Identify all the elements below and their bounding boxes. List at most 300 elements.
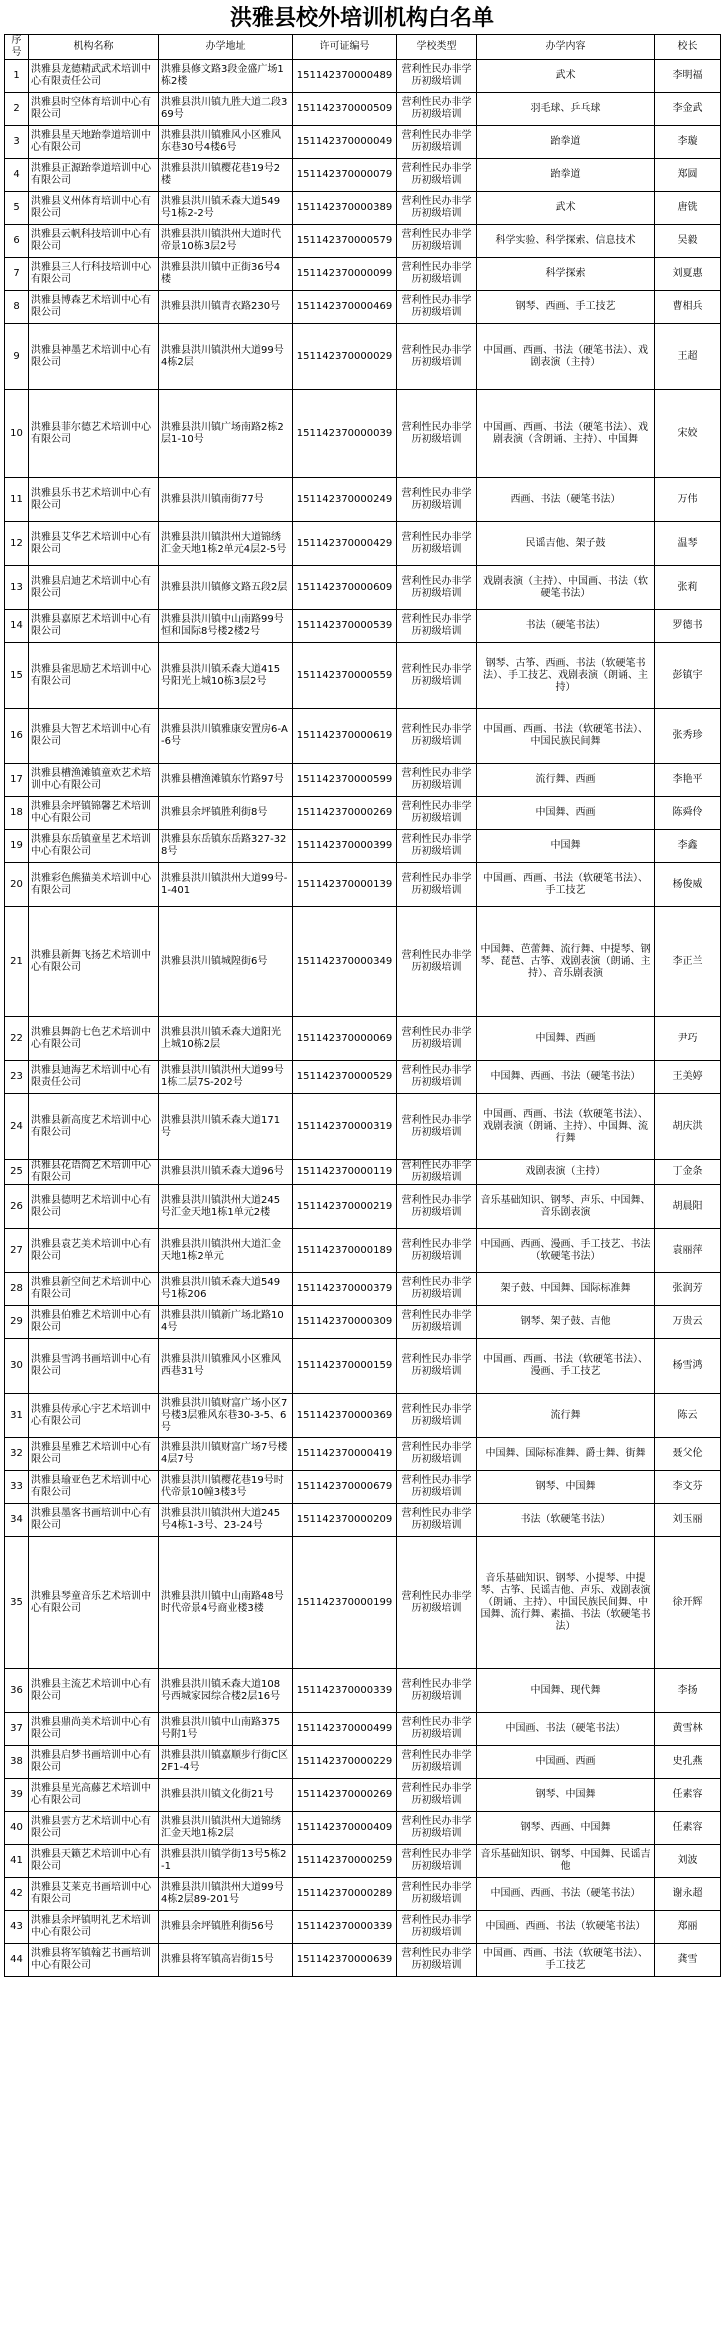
cell-type: 营利性民办非学历初级培训 [397,1185,477,1229]
table-row [5,1537,721,1669]
cell-address: 洪雅县洪川镇洪州大道99号1栋二层7S-202号 [159,1061,293,1094]
cell-head: 李鑫 [655,830,721,863]
cell-license: 151142370000529 [293,1061,397,1094]
cell-type: 营利性民办非学历初级培训 [397,1438,477,1471]
cell-name: 洪雅县菲尔德艺术培训中心有限公司 [29,390,159,478]
cell-license: 151142370000159 [293,1339,397,1394]
cell-type: 营利性民办非学历初级培训 [397,324,477,390]
cell-name: 洪雅县主流艺术培训中心有限公司 [29,1669,159,1713]
cell-address: 洪雅县洪川镇财富广场小区7号楼3层雅风东巷30-3-5、6号 [159,1394,293,1438]
cell-license: 151142370000539 [293,610,397,643]
cell-content: 中国画、书法（硬笔书法） [477,1713,655,1746]
cell-name: 洪雅县袁艺美术培训中心有限公司 [29,1229,159,1273]
col-header-no: 序号 [5,35,29,60]
table-row [5,1944,721,1977]
cell-head: 陈云 [655,1394,721,1438]
cell-license: 151142370000069 [293,1017,397,1061]
cell-name: 洪雅县鼎尚美术培训中心有限公司 [29,1713,159,1746]
cell-type: 营利性民办非学历初级培训 [397,1779,477,1812]
cell-name: 洪雅县将军镇翰艺书画培训中心有限公司 [29,1944,159,1977]
cell-address: 洪雅县洪川镇禾森大道171号 [159,1094,293,1160]
cell-head: 谢永超 [655,1878,721,1911]
cell-address: 洪雅县洪川镇学街13号5栋2-1 [159,1845,293,1878]
cell-type: 营利性民办非学历初级培训 [397,764,477,797]
cell-address: 洪雅县洪川镇中山南路99号恒和国际8号楼2楼2号 [159,610,293,643]
cell-no: 23 [5,1061,29,1094]
cell-name: 洪雅县传承心宇艺术培训中心有限公司 [29,1394,159,1438]
cell-no: 8 [5,291,29,324]
cell-head: 万伟 [655,478,721,522]
cell-license: 151142370000229 [293,1746,397,1779]
cell-content: 中国画、西画、书法（硬笔书法）、戏剧表演（主持） [477,324,655,390]
table-row [5,1713,721,1746]
table-row [5,1878,721,1911]
table-row [5,1504,721,1537]
table-row [5,192,721,225]
table-row [5,1061,721,1094]
cell-no: 41 [5,1845,29,1878]
cell-content: 中国画、西画、书法（软硬笔书法） [477,1911,655,1944]
cell-address: 洪雅县洪川镇禾森大道549号1栋206 [159,1273,293,1306]
cell-address: 洪雅县洪川镇中正街36号4楼 [159,258,293,291]
cell-type: 营利性民办非学历初级培训 [397,478,477,522]
cell-head: 李艳平 [655,764,721,797]
cell-type: 营利性民办非学历初级培训 [397,1339,477,1394]
cell-license: 151142370000559 [293,643,397,709]
table-row [5,1438,721,1471]
cell-name: 洪雅县星雅艺术培训中心有限公司 [29,1438,159,1471]
cell-content: 中国舞、西画 [477,1017,655,1061]
table-row [5,1339,721,1394]
cell-no: 21 [5,907,29,1017]
cell-no: 37 [5,1713,29,1746]
cell-type: 营利性民办非学历初级培训 [397,192,477,225]
cell-license: 151142370000209 [293,1504,397,1537]
cell-type: 营利性民办非学历初级培训 [397,1017,477,1061]
cell-content: 中国画、西画、书法（硬笔书法） [477,1878,655,1911]
cell-type: 营利性民办非学历初级培训 [397,225,477,258]
cell-content: 中国舞、芭蕾舞、流行舞、中提琴、钢琴、琵琶、古筝、戏剧表演（朗诵、主持）、音乐剧表演 [477,907,655,1017]
table-row [5,1812,721,1845]
table-row [5,1471,721,1504]
cell-license: 151142370000189 [293,1229,397,1273]
cell-license: 151142370000219 [293,1185,397,1229]
cell-type: 营利性民办非学历初级培训 [397,709,477,764]
cell-content: 羽毛球、乒乓球 [477,93,655,126]
cell-type: 营利性民办非学历初级培训 [397,1306,477,1339]
cell-no: 7 [5,258,29,291]
cell-name: 洪雅县星光高藤艺术培训中心有限公司 [29,1779,159,1812]
table-row [5,1845,721,1878]
cell-head: 曹相兵 [655,291,721,324]
cell-head: 任素容 [655,1779,721,1812]
table-row [5,1273,721,1306]
cell-type: 营利性民办非学历初级培训 [397,830,477,863]
cell-type: 营利性民办非学历初级培训 [397,1537,477,1669]
cell-content: 戏剧表演（主持）、中国画、书法（软硬笔书法） [477,566,655,610]
cell-name: 洪雅县时空体育培训中心有限公司 [29,93,159,126]
cell-license: 151142370000309 [293,1306,397,1339]
cell-no: 42 [5,1878,29,1911]
cell-address: 洪雅县洪川镇广场南路2栋2层1-10号 [159,390,293,478]
cell-content: 中国舞、国际标准舞、爵士舞、街舞 [477,1438,655,1471]
col-header-type: 学校类型 [397,35,477,60]
cell-head: 聂父伦 [655,1438,721,1471]
cell-name: 洪雅县余坪镇明礼艺术培训中心有限公司 [29,1911,159,1944]
cell-address: 洪雅县洪川镇禾森大道阳光上城10栋2层 [159,1017,293,1061]
cell-type: 营利性民办非学历初级培训 [397,863,477,907]
cell-no: 44 [5,1944,29,1977]
cell-license: 151142370000049 [293,126,397,159]
cell-no: 17 [5,764,29,797]
cell-license: 151142370000619 [293,709,397,764]
cell-type: 营利性民办非学历初级培训 [397,1229,477,1273]
cell-address: 洪雅县洪川镇青衣路230号 [159,291,293,324]
cell-name: 洪雅县迪海艺术培训中心有限责任公司 [29,1061,159,1094]
cell-license: 151142370000509 [293,93,397,126]
cell-head: 唐铣 [655,192,721,225]
cell-type: 营利性民办非学历初级培训 [397,1160,477,1185]
cell-head: 王超 [655,324,721,390]
cell-license: 151142370000499 [293,1713,397,1746]
cell-no: 34 [5,1504,29,1537]
cell-address: 洪雅县洪川镇洪州大道汇金天地1栋2单元 [159,1229,293,1273]
cell-license: 151142370000469 [293,291,397,324]
cell-name: 洪雅县艾莱克书画培训中心有限公司 [29,1878,159,1911]
cell-content: 架子鼓、中国舞、国际标准舞 [477,1273,655,1306]
cell-no: 20 [5,863,29,907]
cell-type: 营利性民办非学历初级培训 [397,610,477,643]
cell-no: 15 [5,643,29,709]
cell-name: 洪雅县新舞飞扬艺术培训中心有限公司 [29,907,159,1017]
cell-address: 洪雅县洪川镇禾森大道108号西城家园综合楼2层16号 [159,1669,293,1713]
cell-content: 钢琴、西画、中国舞 [477,1812,655,1845]
cell-license: 151142370000119 [293,1160,397,1185]
cell-license: 151142370000269 [293,1779,397,1812]
cell-type: 营利性民办非学历初级培训 [397,643,477,709]
cell-no: 31 [5,1394,29,1438]
cell-content: 中国舞、西画 [477,797,655,830]
cell-content: 书法（软硬笔书法） [477,1504,655,1537]
cell-no: 1 [5,60,29,93]
cell-address: 洪雅县洪川镇洪州大道245号汇金天地1栋1单元2楼 [159,1185,293,1229]
cell-content: 流行舞、西画 [477,764,655,797]
cell-name: 洪雅县星天地跆拳道培训中心有限公司 [29,126,159,159]
cell-no: 29 [5,1306,29,1339]
col-header-name: 机构名称 [29,35,159,60]
cell-content: 西画、书法（硬笔书法） [477,478,655,522]
cell-license: 151142370000079 [293,159,397,192]
cell-content: 中国舞、现代舞 [477,1669,655,1713]
cell-address: 洪雅县洪川镇樱花巷19号时代帝景10幢3楼3号 [159,1471,293,1504]
cell-content: 中国画、西画、漫画、手工技艺、书法（软硬笔书法） [477,1229,655,1273]
cell-content: 中国舞 [477,830,655,863]
cell-address: 洪雅县洪川镇雅风小区雅风东巷30号4楼6号 [159,126,293,159]
cell-head: 尹巧 [655,1017,721,1061]
table-row [5,1669,721,1713]
cell-name: 洪雅县东岳镇童星艺术培训中心有限公司 [29,830,159,863]
cell-name: 洪雅县大智艺术培训中心有限公司 [29,709,159,764]
cell-address: 洪雅县洪川镇洪州大道锦绣汇金天地1栋2单元4层2-5号 [159,522,293,566]
col-header-address: 办学地址 [159,35,293,60]
cell-head: 徐开辉 [655,1537,721,1669]
cell-name: 洪雅县雪鸿书画培训中心有限公司 [29,1339,159,1394]
cell-type: 营利性民办非学历初级培训 [397,60,477,93]
table-row [5,643,721,709]
cell-head: 李明福 [655,60,721,93]
cell-head: 郑圆 [655,159,721,192]
cell-address: 洪雅县洪川镇洪州大道99号4栋2层 [159,324,293,390]
cell-content: 中国画、西画、书法（软硬笔书法）、手工技艺 [477,863,655,907]
cell-head: 吴毅 [655,225,721,258]
cell-address: 洪雅县洪川镇九胜大道二段369号 [159,93,293,126]
cell-content: 民谣吉他、架子鼓 [477,522,655,566]
cell-head: 宋姣 [655,390,721,478]
cell-name: 洪雅县舞韵七色艺术培训中心有限公司 [29,1017,159,1061]
cell-address: 洪雅县洪川镇禾森大道96号 [159,1160,293,1185]
cell-head: 彭镇宇 [655,643,721,709]
cell-address: 洪雅县洪川镇嘉顺步行街C区2F1-4号 [159,1746,293,1779]
cell-no: 11 [5,478,29,522]
table-row [5,610,721,643]
cell-address: 洪雅县洪川镇修文路五段2层 [159,566,293,610]
table-row [5,324,721,390]
cell-license: 151142370000579 [293,225,397,258]
cell-content: 钢琴、中国舞 [477,1779,655,1812]
cell-type: 营利性民办非学历初级培训 [397,1944,477,1977]
cell-type: 营利性民办非学历初级培训 [397,1713,477,1746]
cell-name: 洪雅县墨客书画培训中心有限公司 [29,1504,159,1537]
table-row [5,126,721,159]
cell-no: 43 [5,1911,29,1944]
cell-address: 洪雅县洪川镇洪州大道时代帝景10栋3层2号 [159,225,293,258]
cell-license: 151142370000609 [293,566,397,610]
cell-type: 营利性民办非学历初级培训 [397,907,477,1017]
cell-license: 151142370000409 [293,1812,397,1845]
cell-license: 151142370000319 [293,1094,397,1160]
cell-license: 151142370000029 [293,324,397,390]
page-title: 洪雅县校外培训机构白名单 [229,5,494,31]
cell-name: 洪雅县博森艺术培训中心有限公司 [29,291,159,324]
cell-address: 洪雅县洪川镇新广场北路104号 [159,1306,293,1339]
cell-license: 151142370000099 [293,258,397,291]
cell-head: 黄雪林 [655,1713,721,1746]
table-body [5,60,721,1977]
table-row [5,159,721,192]
cell-address: 洪雅县洪川镇文化街21号 [159,1779,293,1812]
cell-content: 钢琴、中国舞 [477,1471,655,1504]
cell-type: 营利性民办非学历初级培训 [397,1061,477,1094]
cell-name: 洪雅县义州体育培训中心有限公司 [29,192,159,225]
cell-no: 22 [5,1017,29,1061]
cell-content: 科学探索 [477,258,655,291]
cell-head: 王美婷 [655,1061,721,1094]
cell-head: 袁丽萍 [655,1229,721,1273]
table-row [5,907,721,1017]
cell-no: 33 [5,1471,29,1504]
cell-no: 13 [5,566,29,610]
table-row [5,478,721,522]
cell-no: 14 [5,610,29,643]
cell-no: 25 [5,1160,29,1185]
cell-type: 营利性民办非学历初级培训 [397,1669,477,1713]
cell-no: 19 [5,830,29,863]
cell-address: 洪雅县洪川镇雅康安置房6-A-6号 [159,709,293,764]
cell-name: 洪雅县乐书艺术培训中心有限公司 [29,478,159,522]
cell-type: 营利性民办非学历初级培训 [397,159,477,192]
cell-content: 武术 [477,192,655,225]
cell-license: 151142370000679 [293,1471,397,1504]
cell-address: 洪雅县洪川镇南街77号 [159,478,293,522]
cell-content: 中国画、西画、书法（软硬笔书法）、戏剧表演（朗诵、主持）、中国舞、流行舞 [477,1094,655,1160]
cell-no: 18 [5,797,29,830]
cell-head: 胡晨阳 [655,1185,721,1229]
cell-name: 洪雅县天籁艺术培训中心有限公司 [29,1845,159,1878]
cell-name: 洪雅县正源跆拳道培训中心有限公司 [29,159,159,192]
cell-name: 洪雅县琴童音乐艺术培训中心有限公司 [29,1537,159,1669]
table-row [5,1017,721,1061]
cell-head: 李文芬 [655,1471,721,1504]
table-row [5,709,721,764]
cell-no: 16 [5,709,29,764]
cell-type: 营利性民办非学历初级培训 [397,291,477,324]
cell-no: 32 [5,1438,29,1471]
cell-license: 151142370000039 [293,390,397,478]
table-row [5,225,721,258]
cell-license: 151142370000249 [293,478,397,522]
cell-content: 跆拳道 [477,159,655,192]
table-row [5,1394,721,1438]
cell-type: 营利性民办非学历初级培训 [397,1845,477,1878]
cell-type: 营利性民办非学历初级培训 [397,390,477,478]
cell-address: 洪雅县修文路3段金盛广场1栋2楼 [159,60,293,93]
cell-head: 李金武 [655,93,721,126]
cell-license: 151142370000389 [293,192,397,225]
cell-content: 钢琴、西画、手工技艺 [477,291,655,324]
cell-address: 洪雅县洪川镇中山南路375号附1号 [159,1713,293,1746]
cell-address: 洪雅县洪川镇洪州大道245号4栋1-3号、23-24号 [159,1504,293,1537]
cell-content: 跆拳道 [477,126,655,159]
cell-type: 营利性民办非学历初级培训 [397,126,477,159]
table-row [5,1779,721,1812]
cell-license: 151142370000339 [293,1669,397,1713]
cell-license: 151142370000369 [293,1394,397,1438]
cell-content: 中国画、西画、书法（软硬笔书法）、漫画、手工技艺 [477,1339,655,1394]
table-row [5,1229,721,1273]
cell-head: 李璇 [655,126,721,159]
cell-head: 任素容 [655,1812,721,1845]
cell-content: 中国画、西画、书法（软硬笔书法）、中国民族民间舞 [477,709,655,764]
cell-no: 40 [5,1812,29,1845]
table-row [5,764,721,797]
cell-address: 洪雅县洪川镇洪州大道锦绣汇金天地1栋2层 [159,1812,293,1845]
cell-content: 音乐基础知识、钢琴、中国舞、民谣吉他 [477,1845,655,1878]
table-row [5,93,721,126]
cell-no: 4 [5,159,29,192]
cell-head: 温琴 [655,522,721,566]
cell-type: 营利性民办非学历初级培训 [397,1878,477,1911]
cell-address: 洪雅县洪川镇樱花巷19号2楼 [159,159,293,192]
cell-address: 洪雅县洪川镇禾森大道549号1栋2-2号 [159,192,293,225]
cell-no: 35 [5,1537,29,1669]
cell-address: 洪雅县洪川镇禾森大道415号阳光上城10栋3层2号 [159,643,293,709]
cell-license: 151142370000429 [293,522,397,566]
cell-address: 洪雅县洪川镇雅风小区雅风西巷31号 [159,1339,293,1394]
cell-license: 151142370000139 [293,863,397,907]
cell-address: 洪雅县余坪镇胜利街8号 [159,797,293,830]
cell-type: 营利性民办非学历初级培训 [397,258,477,291]
cell-license: 151142370000199 [293,1537,397,1669]
cell-name: 洪雅县新空间艺术培训中心有限公司 [29,1273,159,1306]
cell-address: 洪雅县东岳镇东岳路327-328号 [159,830,293,863]
cell-license: 151142370000639 [293,1944,397,1977]
cell-address: 洪雅县洪川镇洪州大道99号4栋2层89-201号 [159,1878,293,1911]
cell-head: 李正兰 [655,907,721,1017]
cell-name: 洪雅县瑜亚色艺术培训中心有限公司 [29,1471,159,1504]
cell-type: 营利性民办非学历初级培训 [397,1273,477,1306]
cell-name: 洪雅县嘉原艺术培训中心有限公司 [29,610,159,643]
cell-no: 28 [5,1273,29,1306]
table-row [5,863,721,907]
cell-no: 27 [5,1229,29,1273]
table-row [5,566,721,610]
cell-content: 戏剧表演（主持） [477,1160,655,1185]
cell-no: 3 [5,126,29,159]
cell-head: 刘夏惠 [655,258,721,291]
cell-name: 洪雅县三人行科技培训中心有限公司 [29,258,159,291]
table-row [5,1306,721,1339]
col-header-license: 许可证编号 [293,35,397,60]
cell-head: 刘玉丽 [655,1504,721,1537]
cell-address: 洪雅县余坪镇胜利街56号 [159,1911,293,1944]
cell-type: 营利性民办非学历初级培训 [397,1746,477,1779]
cell-head: 罗德书 [655,610,721,643]
cell-name: 洪雅县云帆科技培训中心有限公司 [29,225,159,258]
cell-name: 洪雅县神墨艺术培训中心有限公司 [29,324,159,390]
cell-head: 郑丽 [655,1911,721,1944]
cell-address: 洪雅县洪川镇洪州大道99号-1-401 [159,863,293,907]
cell-no: 39 [5,1779,29,1812]
cell-head: 龚雪 [655,1944,721,1977]
table-row [5,390,721,478]
cell-content: 音乐基础知识、钢琴、声乐、中国舞、音乐剧表演 [477,1185,655,1229]
cell-license: 151142370000419 [293,1438,397,1471]
cell-head: 杨雪鸿 [655,1339,721,1394]
cell-name: 洪雅县启迪艺术培训中心有限公司 [29,566,159,610]
cell-name: 洪雅县花语简艺术培训中心有限公司 [29,1160,159,1185]
cell-license: 151142370000289 [293,1878,397,1911]
cell-license: 151142370000339 [293,1911,397,1944]
table-header-row [5,35,721,60]
cell-content: 科学实验、科学探索、信息技术 [477,225,655,258]
cell-license: 151142370000379 [293,1273,397,1306]
cell-type: 营利性民办非学历初级培训 [397,1812,477,1845]
cell-content: 流行舞 [477,1394,655,1438]
cell-no: 5 [5,192,29,225]
cell-address: 洪雅县洪川镇城隍街6号 [159,907,293,1017]
cell-no: 12 [5,522,29,566]
cell-head: 张润芳 [655,1273,721,1306]
cell-license: 151142370000349 [293,907,397,1017]
cell-license: 151142370000269 [293,797,397,830]
cell-license: 151142370000489 [293,60,397,93]
cell-head: 杨俊威 [655,863,721,907]
table-row [5,797,721,830]
cell-head: 刘波 [655,1845,721,1878]
cell-head: 万贵云 [655,1306,721,1339]
table-row [5,1094,721,1160]
cell-head: 张秀珍 [655,709,721,764]
